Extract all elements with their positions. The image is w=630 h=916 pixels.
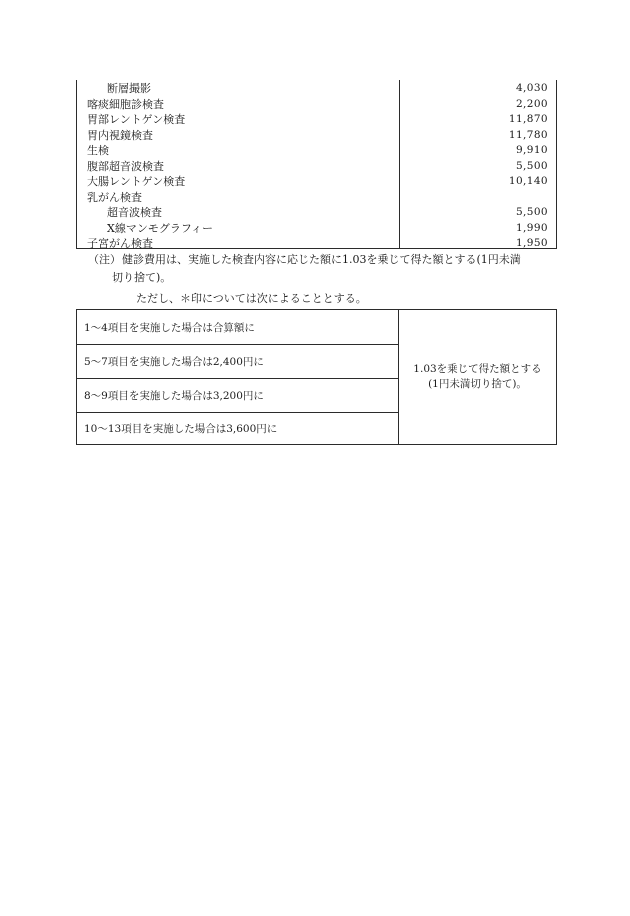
rule-result (399, 310, 556, 444)
note-line-2: 切り捨て)。 (112, 271, 172, 284)
rule-result-line-1: 1.03を乗じて得た額とする (413, 363, 542, 375)
fee-row (77, 112, 556, 128)
note-line-3: ただし、＊印については次によることとする。 (136, 292, 367, 305)
fee-row (77, 97, 556, 113)
fee-row (77, 236, 556, 252)
fee-row (77, 159, 556, 175)
exam-fee: 4,030 (515, 82, 548, 94)
exam-fee: 5,500 (515, 206, 548, 218)
rule-condition: 5～7項目を実施した場合は2,400円に (77, 344, 398, 378)
fee-row (77, 128, 556, 144)
fee-table (76, 80, 557, 249)
fee-row (77, 190, 556, 206)
exam-name: 子宮がん検査 (87, 237, 153, 250)
exam-name: 超音波検査 (107, 206, 162, 219)
exam-name: 腹部超音波検査 (87, 159, 164, 173)
fee-row (77, 221, 556, 237)
exam-fee: 11,780 (508, 128, 548, 141)
rule-result-line-2: (1円未満切り捨て)。 (428, 378, 527, 390)
fee-row (77, 174, 556, 190)
exam-name: 大腸レントゲン検査 (87, 175, 186, 188)
rule-condition: 10～13項目を実施した場合は3,600円に (77, 412, 398, 444)
exam-fee: 9,910 (515, 144, 548, 156)
exam-fee: 1,950 (515, 237, 548, 249)
rule-conditions (77, 310, 399, 444)
rule-table (76, 309, 557, 445)
exam-fee: 11,870 (508, 113, 548, 125)
note-label: （注） (88, 253, 121, 266)
rule-condition: 1～4項目を実施した場合は合算額に (84, 321, 255, 334)
exam-fee: 1,990 (515, 221, 548, 234)
rule-condition: 8～9項目を実施した場合は3,200円に (77, 378, 398, 412)
fee-row (77, 205, 556, 221)
note-line-1: 健診費用は、実施した検査内容に応じた額に1.03を乗じて得た額とする(1円未満 (122, 253, 521, 266)
fee-row (77, 143, 556, 159)
exam-name: 断層撮影 (107, 82, 151, 95)
exam-name: 生検 (87, 144, 109, 157)
exam-name: 喀痰細胞診検査 (87, 97, 164, 111)
exam-name: X線マンモグラフィー (107, 221, 213, 235)
exam-fee: 2,200 (515, 97, 548, 110)
fee-row (77, 81, 556, 97)
exam-fee: 5,500 (515, 159, 548, 172)
exam-name: 胃部レントゲン検査 (87, 113, 186, 126)
exam-name: 乳がん検査 (87, 190, 142, 204)
exam-fee: 10,140 (508, 175, 548, 187)
exam-name: 胃内視鏡検査 (87, 128, 153, 142)
